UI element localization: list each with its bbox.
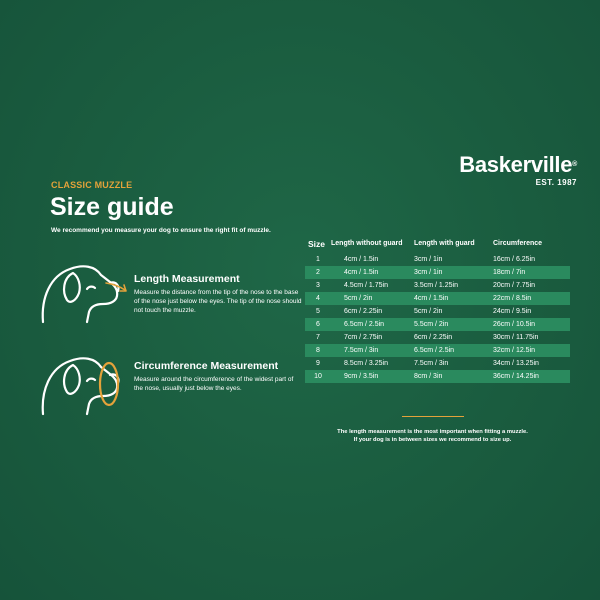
measure-arrow-icon [104, 280, 130, 294]
length-description: Measure the distance from the tip of the nose to the base of the nose just below the eyes. The tip of the nose should not touch the muzzle. [134, 289, 302, 314]
header-length-with-guard: Length with guard [414, 240, 475, 247]
cell-size: 10 [305, 370, 331, 383]
cell-length-without-guard: 6cm / 2.25in [344, 308, 383, 315]
cell-circumference: 22cm / 8.5in [493, 292, 570, 305]
table-row [305, 253, 570, 266]
table-row [305, 279, 570, 292]
cell-length-with-guard: 5cm / 2in [414, 308, 443, 315]
brand-est: EST. 1987 [535, 178, 577, 187]
cell-length-without-guard: 6.5cm / 2.5in [331, 318, 414, 331]
brand-logo [442, 153, 577, 187]
cell-circumference: 26cm / 10.5in [493, 318, 570, 331]
cell-size: 9 [316, 360, 320, 367]
table-row [305, 370, 570, 383]
cell-size: 2 [305, 266, 331, 279]
cell-size: 3 [316, 282, 320, 289]
cell-circumference: 34cm / 13.25in [493, 360, 539, 367]
cell-circumference: 16cm / 6.25in [493, 256, 536, 263]
circumference-description: Measure around the circumference of the widest part of the nose, usually just below the eyes. [134, 376, 294, 392]
cell-length-without-guard: 8.5cm / 3.25in [344, 360, 388, 367]
cell-size: 8 [305, 344, 331, 357]
size-table [305, 240, 570, 383]
circumference-loop-icon [94, 358, 124, 410]
cell-length-with-guard: 3cm / 1in [414, 266, 493, 279]
cell-length-with-guard: 3cm / 1in [414, 256, 443, 263]
table-row [305, 318, 570, 331]
cell-circumference: 32cm / 12.5in [493, 344, 570, 357]
cell-size: 5 [316, 308, 320, 315]
footnote-line-2: If your dog is in between sizes we recommend to size up. [353, 437, 512, 443]
cell-circumference: 36cm / 14.25in [493, 370, 570, 383]
table-row [305, 357, 570, 370]
cell-length-without-guard: 5cm / 2in [331, 292, 414, 305]
cell-length-with-guard: 5.5cm / 2in [414, 318, 493, 331]
cell-length-without-guard: 4cm / 1.5in [344, 256, 379, 263]
table-header-row [305, 240, 570, 253]
page-title: Size guide [50, 193, 174, 221]
table-row [305, 331, 570, 344]
registered-mark: ® [572, 161, 577, 168]
cell-size: 1 [316, 256, 320, 263]
header-size: Size [308, 239, 326, 249]
cell-length-without-guard: 9cm / 3.5in [331, 370, 414, 383]
product-subtitle: CLASSIC MUZZLE [51, 180, 133, 190]
cell-size: 4 [305, 292, 331, 305]
cell-length-with-guard: 6.5cm / 2.5in [414, 344, 493, 357]
intro-text: We recommend you measure your dog to ensure the right fit of muzzle. [51, 227, 271, 234]
cell-circumference: 24cm / 9.5in [493, 308, 532, 315]
cell-length-with-guard: 3.5cm / 1.25in [414, 282, 458, 289]
cell-circumference: 30cm / 11.75in [493, 334, 539, 341]
table-row [305, 292, 570, 305]
cell-length-with-guard: 4cm / 1.5in [414, 292, 493, 305]
cell-length-with-guard: 6cm / 2.25in [414, 334, 453, 341]
cell-length-with-guard: 8cm / 3in [414, 370, 493, 383]
cell-circumference: 18cm / 7in [493, 266, 570, 279]
cell-circumference: 20cm / 7.75in [493, 282, 536, 289]
table-row [305, 266, 570, 279]
cell-length-without-guard: 7.5cm / 3in [331, 344, 414, 357]
cell-length-without-guard: 4cm / 1.5in [331, 266, 414, 279]
cell-length-with-guard: 7.5cm / 3in [414, 360, 449, 367]
circumference-title: Circumference Measurement [134, 360, 279, 372]
footnote [300, 428, 565, 444]
cell-size: 7 [316, 334, 320, 341]
cell-length-without-guard: 4.5cm / 1.75in [344, 282, 388, 289]
header-circumference: Circumference [493, 240, 543, 247]
divider-line [402, 416, 464, 417]
table-row [305, 344, 570, 357]
header-length-without-guard: Length without guard [331, 240, 403, 247]
brand-name: Baskerville [459, 152, 573, 177]
cell-length-without-guard: 7cm / 2.75in [344, 334, 383, 341]
length-title: Length Measurement [134, 273, 240, 285]
cell-size: 6 [305, 318, 331, 331]
footnote-line-1: The length measurement is the most important when fitting a muzzle. [337, 429, 528, 435]
table-row [305, 305, 570, 318]
